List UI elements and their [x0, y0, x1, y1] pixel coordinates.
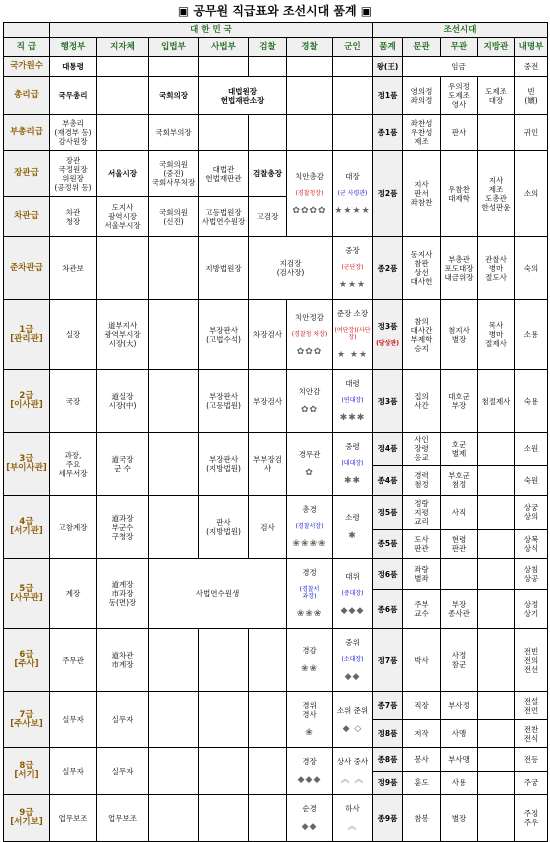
- army-cell: [333, 370, 373, 433]
- army-rank-note: (여단장)(사단장): [334, 327, 371, 341]
- army-rank-icon: ︽ ︽: [340, 775, 365, 785]
- mu-cell: 호군 별제: [441, 433, 478, 466]
- exec-cell: 과장, 주요 세무서장: [50, 433, 97, 496]
- local-cell: 道계장 市과장 동(면)장: [97, 559, 149, 629]
- pum-cell: 정3품: [373, 370, 403, 433]
- exec-cell: 차관 청장: [50, 197, 97, 237]
- police-rank-label: 총경: [302, 505, 317, 514]
- police-insignia-icon: ❀❀❀: [296, 609, 323, 619]
- naemyeongbu-cell: 숙원: [515, 465, 548, 495]
- local-cell: 도지사 광역시장 서울부시장: [97, 197, 149, 237]
- group-joseon: 조선시대: [373, 23, 548, 38]
- police-cell: [287, 300, 333, 370]
- pum-cell: 종6품: [373, 590, 403, 629]
- exec-cell: 실무자: [50, 748, 97, 795]
- table-row: [4, 57, 548, 77]
- police-rank-note: (경찰서 과장): [299, 586, 320, 600]
- jud-cell: 부장판사 (고등법원): [199, 370, 249, 433]
- jud-cell: 대법관 헌법재판관: [199, 151, 249, 197]
- pros-cell: 검찰총장: [249, 151, 287, 197]
- mun-cell: 경력 첨정: [403, 465, 441, 495]
- rank-cell: 1급 [관리관]: [4, 300, 50, 370]
- army-rank-icon: ◆◆: [344, 672, 361, 682]
- rank-cell: 부총리급: [4, 115, 50, 151]
- pros-cell: 지검장 (검사장): [249, 237, 333, 300]
- police-insignia-icon: ◆◆: [301, 822, 318, 832]
- pum-label: 정3품: [377, 322, 398, 331]
- police-rank-note: (경찰청장): [295, 189, 324, 197]
- exec-cell: 실무자: [50, 692, 97, 748]
- leg-cell: 국회의장: [149, 77, 199, 115]
- mu-cell: 사용: [441, 771, 478, 795]
- pum-cell: 정8품: [373, 720, 403, 748]
- police-rank-note: (경찰청 차장): [291, 330, 328, 338]
- mun-cell: 좌찬성 우찬성 제조: [403, 115, 441, 151]
- ji-cell: 첨절제사: [478, 370, 515, 433]
- naemyeongbu-cell: 숙의: [515, 237, 548, 300]
- local-cell: 道실장 시장(中): [97, 370, 149, 433]
- army-rank-note: (군단장): [341, 264, 364, 271]
- table-row: [4, 559, 548, 590]
- table-row: [4, 370, 548, 433]
- mu-cell: 판사: [441, 115, 478, 151]
- army-rank-note: (연대장): [341, 397, 364, 404]
- police-rank-label: 경위 경사: [302, 701, 317, 719]
- police-rank-label: 치안정감: [295, 312, 324, 322]
- naemyeongbu-cell: 상복 상식: [515, 529, 548, 558]
- army-cell: [333, 795, 373, 842]
- police-insignia-icon: ✿✿✿✿: [292, 205, 327, 216]
- table-row: [4, 151, 548, 197]
- exec-cell: 장관 국정원장 위원장 (공정위 등): [50, 151, 97, 197]
- col-header: 군인: [333, 38, 373, 57]
- pros-cell: 검사: [249, 496, 287, 559]
- pum-cell: 정1품: [373, 77, 403, 115]
- rank-cell: 장관급: [4, 151, 50, 197]
- exec-cell: 업무보조: [50, 795, 97, 842]
- army-rank-label: 대령: [345, 379, 360, 388]
- naemyeongbu-cell: 상침 상공: [515, 559, 548, 590]
- rank-cell: 국가원수: [4, 57, 50, 77]
- ji-cell: 목사 병마 절제사: [478, 300, 515, 370]
- police-insignia-icon: ❀❀: [300, 664, 319, 674]
- exec-cell: 실장: [50, 300, 97, 370]
- mu-cell: 현령 판관: [441, 529, 478, 558]
- pros-cell: 부장검사: [249, 370, 287, 433]
- army-rank-label: 대장: [345, 171, 360, 181]
- col-header: 입법부: [149, 38, 199, 57]
- exec-cell: 고참계장: [50, 496, 97, 559]
- police-rank-label: 경무관: [298, 450, 321, 459]
- pum-cell: 왕(王): [373, 57, 403, 77]
- army-cell: [333, 692, 373, 748]
- mu-cell: 사직: [441, 496, 478, 530]
- exec-cell: 계장: [50, 559, 97, 629]
- army-rank-label: 중위: [345, 638, 360, 647]
- mu-cell: 대호군 부장: [441, 370, 478, 433]
- pros-cell: 고검장: [249, 197, 287, 237]
- army-cell: [333, 433, 373, 496]
- police-cell: [287, 629, 333, 692]
- pum-cell: 종8품: [373, 748, 403, 772]
- naemyeongbu-cell: 소용: [515, 300, 548, 370]
- naemyeongbu-cell: 전설 전언: [515, 692, 548, 720]
- army-rank-note: (대대장): [341, 460, 364, 467]
- rank-cell: 9급 [서기보]: [4, 795, 50, 842]
- mu-cell: 우참찬 대제학: [441, 151, 478, 237]
- naemyeongbu-cell: 상정 상기: [515, 590, 548, 629]
- col-header: 사법부: [199, 38, 249, 57]
- table-row: [4, 748, 548, 772]
- naemyeongbu-cell: 빈 (嬪): [515, 77, 548, 115]
- mu-cell: 부사맹: [441, 748, 478, 772]
- mun-cell: 지사 판서 좌참찬: [403, 151, 441, 237]
- police-rank-note: (경찰서장): [295, 523, 324, 530]
- column-header-row: [4, 38, 548, 57]
- army-rank-note: (중대장): [341, 589, 364, 597]
- col-header: 문관: [403, 38, 441, 57]
- army-rank-icon: ◆◆◆: [340, 605, 365, 616]
- naemyeongbu-cell: 주징 주우: [515, 795, 548, 842]
- rank-cell: 5급 [사무관]: [4, 559, 50, 629]
- army-rank-label: 대위: [345, 571, 360, 581]
- mun-cell: 좌랑 별좌: [403, 559, 441, 590]
- local-cell: 실무자: [97, 692, 149, 748]
- naemyeongbu-cell: 숙용: [515, 370, 548, 433]
- army-rank-label: 상사 중사: [336, 757, 369, 766]
- table-row: [4, 496, 548, 530]
- jud-cell: 대법원장 헌법재판소장: [199, 77, 287, 115]
- mun-cell: 참봉: [403, 795, 441, 842]
- police-cell: [287, 370, 333, 433]
- mu-cell: 사정 참군: [441, 629, 478, 692]
- jud-cell: 고등법원장 사법연수원장: [199, 197, 249, 237]
- mun-cell: 영의정 좌의정: [403, 77, 441, 115]
- pum-cell: 정7품: [373, 629, 403, 692]
- police-cell: [287, 433, 333, 496]
- police-insignia-icon: ❀❀❀❀: [292, 539, 327, 549]
- jud-cell: 부장판사 (고법수석): [199, 300, 249, 370]
- mu-cell: 별장: [441, 795, 478, 842]
- army-cell: [333, 496, 373, 559]
- table-row: [4, 433, 548, 466]
- pum-cell: 종1품: [373, 115, 403, 151]
- local-cell: 실무자: [97, 748, 149, 795]
- exec-cell: 주무관: [50, 629, 97, 692]
- mu-cell: 우의정 도제조 영사: [441, 77, 478, 115]
- jud-cell: 사법연수원생: [149, 559, 287, 629]
- col-header: 직 급: [4, 38, 50, 57]
- police-rank-label: 치안총감: [295, 171, 324, 181]
- army-rank-icon: ◆ ◇: [342, 723, 363, 734]
- army-rank-icon: ★ ★★: [336, 350, 369, 360]
- naemyeongbu-cell: 소의: [515, 151, 548, 237]
- army-rank-icon: ✱✱: [343, 476, 362, 486]
- army-cell: [333, 629, 373, 692]
- mun-cell: 집의 사간: [403, 370, 441, 433]
- pum-cell: 종9품: [373, 795, 403, 842]
- army-rank-label: 중령: [345, 442, 360, 451]
- mu-cell: 부사정: [441, 692, 478, 720]
- police-rank-label: 경장: [302, 757, 317, 766]
- pum-cell: 정6품: [373, 559, 403, 590]
- jud-cell: 지방법원장: [199, 237, 249, 300]
- police-insignia-icon: ✿✿✿: [296, 346, 323, 357]
- col-header: 품계: [373, 38, 403, 57]
- col-header: 경찰: [287, 38, 333, 57]
- army-rank-label: 소위 준위: [336, 705, 369, 715]
- mun-cell: 참의 대사간 부제학 승지: [403, 300, 441, 370]
- pros-cell: 차장검사: [249, 300, 287, 370]
- army-cell: [333, 151, 373, 237]
- table-row: [4, 115, 548, 151]
- naemyeongbu-cell: 귀인: [515, 115, 548, 151]
- rank-cell: 4급 [서기관]: [4, 496, 50, 559]
- exec-cell: 부총리 (재경부 등) 감사원장: [50, 115, 97, 151]
- rank-cell: 2급 [이사관]: [4, 370, 50, 433]
- army-rank-icon: ✱: [348, 531, 357, 541]
- naemyeongbu-cell: 소원: [515, 433, 548, 466]
- naemyeongbu-cell: 전찬 전식: [515, 720, 548, 748]
- mu-cell: 부장 종사관: [441, 590, 478, 629]
- pum-note: (당상관): [376, 340, 399, 347]
- army-rank-note: (군 사령관): [337, 189, 368, 197]
- mun-cell: 사인 장령 응교: [403, 433, 441, 466]
- mun-cell: 도사 판관: [403, 529, 441, 558]
- local-cell: 道과장 부군수 구청장: [97, 496, 149, 559]
- mu-cell: 첨지사 별장: [441, 300, 478, 370]
- exec-cell: 대통령: [50, 57, 97, 77]
- mun-cell: 직장: [403, 692, 441, 720]
- rank-cell: 3급 [부이사관]: [4, 433, 50, 496]
- army-rank-label: 중장: [345, 246, 360, 255]
- jud-cell: 판사 (지방법원): [199, 496, 249, 559]
- pum-cell: 정9품: [373, 771, 403, 795]
- table-row: [4, 77, 548, 115]
- local-cell: 道부지사 광역부시장 시장(大): [97, 300, 149, 370]
- army-rank-icon: ✱✱✱: [339, 413, 366, 423]
- local-cell: 道국장 군 수: [97, 433, 149, 496]
- police-rank-label: 치안감: [298, 387, 321, 396]
- police-rank-label: 경정: [302, 568, 317, 577]
- page-title: ▣ 공무원 직급표와 조선시대 품계 ▣: [177, 4, 373, 18]
- naemyeongbu-cell: 전빈 전의 전선: [515, 629, 548, 692]
- mu-cell: 부호군 첨정: [441, 465, 478, 495]
- naemyeongbu-cell: 전등: [515, 748, 548, 772]
- police-cell: [287, 795, 333, 842]
- table-row: [4, 237, 548, 300]
- col-header: 지자체: [97, 38, 149, 57]
- col-header: 지방관: [478, 38, 515, 57]
- exec-cell: 국장: [50, 370, 97, 433]
- leg-cell: 국회부의장: [149, 115, 199, 151]
- police-cell: [287, 748, 333, 795]
- pum-cell: 정4품: [373, 433, 403, 466]
- mun-cell: 동지사 참판 상선 대사헌: [403, 237, 441, 300]
- rank-cell: 준차관급: [4, 237, 50, 300]
- rank-table: [3, 22, 548, 842]
- army-rank-icon: ︽: [347, 822, 358, 832]
- col-header: 무관: [441, 38, 478, 57]
- exec-cell: 차관보: [50, 237, 97, 300]
- col-header: 검찰: [249, 38, 287, 57]
- group-header-row: [4, 23, 548, 38]
- pum-cell: 종5품: [373, 529, 403, 558]
- pum-cell: 종2품: [373, 237, 403, 300]
- pum-cell: 종4품: [373, 465, 403, 495]
- mun-cell: 훈도: [403, 771, 441, 795]
- army-cell: [333, 300, 373, 370]
- col-header: 행정부: [50, 38, 97, 57]
- naemyeongbu-cell: 중전: [515, 57, 548, 77]
- army-rank-label: 하사: [345, 804, 360, 813]
- pum-cell: 정5품: [373, 496, 403, 530]
- leg-cell: 국회의원 (중진) 국회사무처장: [149, 151, 199, 197]
- police-rank-label: 순경: [302, 804, 317, 813]
- mu-cell: 부총관 포도대장 내금위장: [441, 237, 478, 300]
- pum-cell: 종7품: [373, 692, 403, 720]
- leg-cell: 국회의원 (신진): [149, 197, 199, 237]
- rank-cell: 차관급: [4, 197, 50, 237]
- pum-cell: 정2품: [373, 151, 403, 237]
- pum-cell: [373, 300, 403, 370]
- police-cell: [287, 496, 333, 559]
- police-insignia-icon: ✿✿: [300, 405, 319, 415]
- rank-cell: 총리급: [4, 77, 50, 115]
- table-row: [4, 629, 548, 692]
- group-korea: 대 한 민 국: [50, 23, 373, 38]
- army-rank-label: 준장 소장: [336, 309, 369, 318]
- mu-cell: 사맹: [441, 720, 478, 748]
- col-header: 내명부: [515, 38, 548, 57]
- table-row: [4, 300, 548, 370]
- mun-cell: 저작: [403, 720, 441, 748]
- rank-cell: 7급 [주사보]: [4, 692, 50, 748]
- police-cell: [287, 151, 333, 237]
- naemyeongbu-cell: 상궁 상의: [515, 496, 548, 530]
- army-cell: [333, 237, 373, 300]
- mun-cell: 정랑 지평 교리: [403, 496, 441, 530]
- army-rank-label: 소령: [345, 513, 360, 522]
- police-cell: [287, 559, 333, 629]
- local-cell: 서울시장: [97, 151, 149, 197]
- army-rank-icon: ★★★: [338, 280, 367, 290]
- ji-cell: 도제조 대장: [478, 77, 515, 115]
- jud-cell: 부장판사 (지방법원): [199, 433, 249, 496]
- rank-cell: 6급 [주사]: [4, 629, 50, 692]
- mun-cell: 봉사: [403, 748, 441, 772]
- local-cell: 업무보조: [97, 795, 149, 842]
- police-insignia-icon: ◆◆◆: [297, 775, 322, 785]
- police-insignia-icon: ❀: [305, 728, 314, 738]
- mun-cell: 주부 교수: [403, 590, 441, 629]
- army-rank-note: (소대장): [341, 656, 364, 663]
- mun-cell: 박사: [403, 629, 441, 692]
- police-cell: [287, 692, 333, 748]
- army-cell: [333, 748, 373, 795]
- table-row: [4, 692, 548, 720]
- army-cell: [333, 559, 373, 629]
- table-row: [4, 795, 548, 842]
- police-insignia-icon: ✿: [305, 468, 314, 478]
- exec-cell: 국무총리: [50, 77, 97, 115]
- army-rank-icon: ★★★★: [334, 205, 371, 216]
- ji-cell: 관찰사 병마 절도사: [478, 237, 515, 300]
- naemyeongbu-cell: 주궁: [515, 771, 548, 795]
- police-rank-label: 경감: [302, 646, 317, 655]
- local-cell: 道차관 市계장: [97, 629, 149, 692]
- pros-cell: 부부장검사: [249, 433, 287, 496]
- rank-cell: 8급 [서기]: [4, 748, 50, 795]
- joseon-cell: 임금: [403, 57, 515, 77]
- ji-cell: 지사 제조 도총관 한성판윤: [478, 151, 515, 237]
